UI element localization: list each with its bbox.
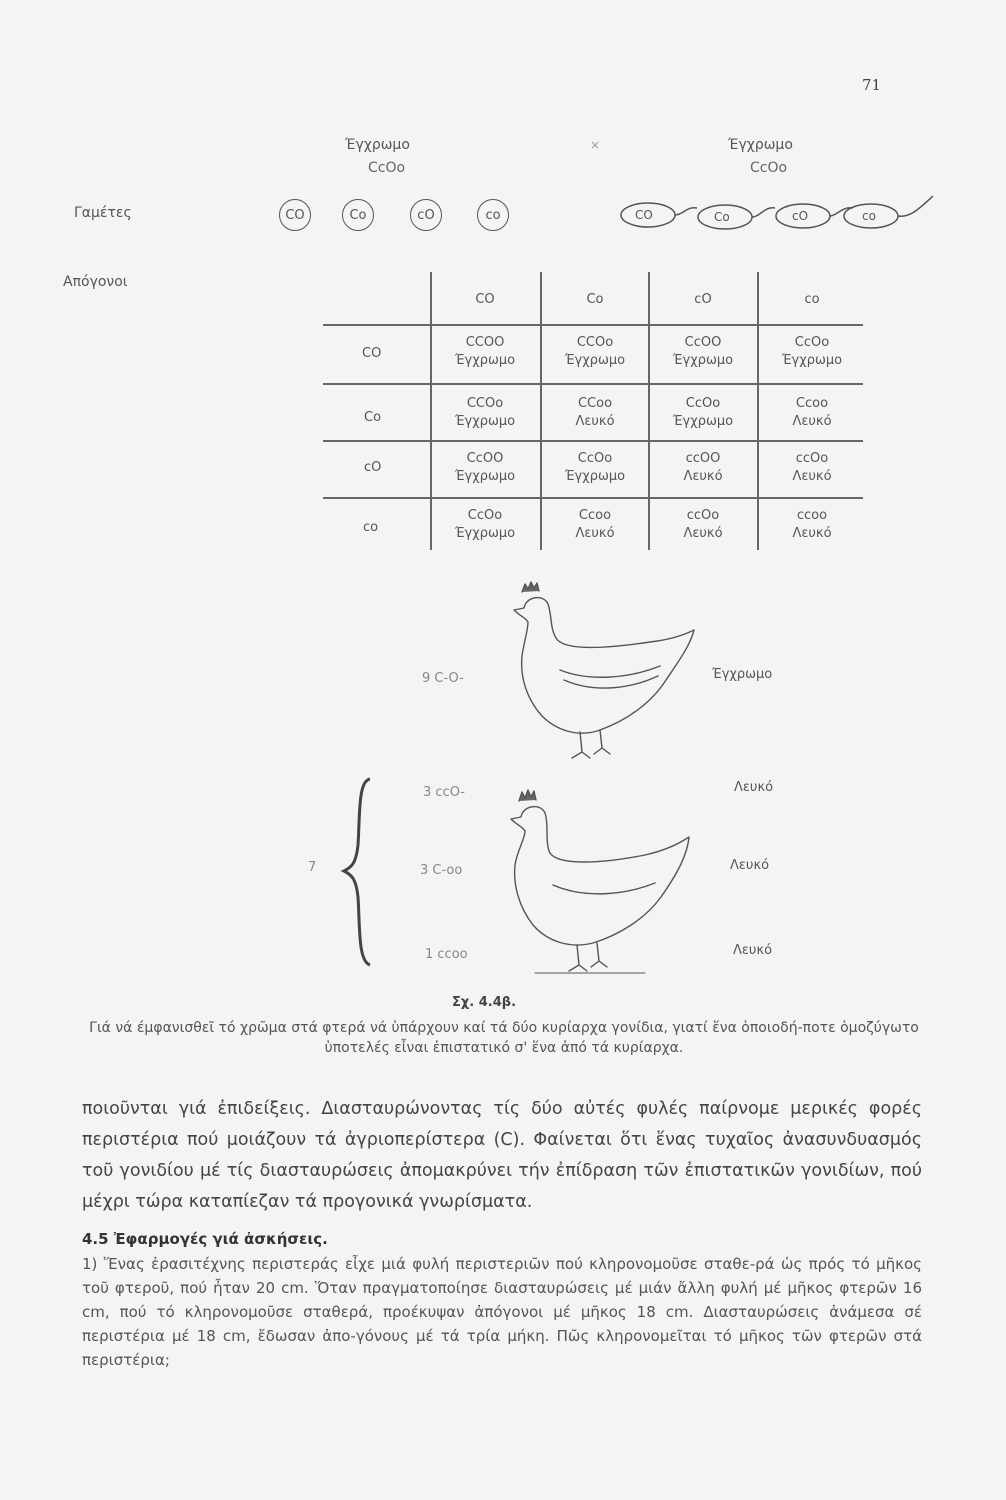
- cell-genotype: CcOo: [794, 335, 830, 350]
- punnett-col-header: co: [804, 292, 820, 307]
- punnett-cell: [757, 450, 867, 486]
- phenotype-white: Λευκό: [730, 858, 770, 873]
- punnett-row-header: co: [363, 520, 379, 535]
- parent-left-genotype: CcOo: [368, 160, 406, 176]
- hen-body: [511, 807, 689, 945]
- gamete-label: cO: [417, 207, 435, 223]
- parent-right-genotype: CcOo: [750, 160, 788, 176]
- cell-genotype: CCOo: [576, 335, 614, 350]
- cell-genotype: CCoo: [577, 396, 613, 411]
- cell-genotype: Ccoo: [578, 508, 612, 523]
- hen-leg: [569, 945, 587, 971]
- grid-line: [323, 383, 863, 385]
- cell-phenotype: Λευκό: [683, 526, 723, 541]
- punnett-cell: [430, 450, 540, 486]
- punnett-cell: [430, 507, 540, 543]
- offspring-label: Απόγονοι: [63, 274, 128, 290]
- chain-gamete-label: cO: [792, 209, 809, 223]
- grid-line: [323, 440, 863, 442]
- cell-genotype: ccOo: [686, 508, 720, 523]
- ratio-white: 3 C-oo: [420, 863, 463, 878]
- punnett-col-header: CO: [475, 292, 495, 307]
- cell-phenotype: Έγχρωμο: [672, 353, 734, 368]
- grid-line: [323, 324, 863, 326]
- cell-genotype: CCOO: [465, 335, 505, 350]
- hen-comb: [519, 790, 536, 801]
- cell-phenotype: Έγχρωμο: [564, 353, 626, 368]
- chain-gamete-label: CO: [635, 208, 653, 222]
- hen-wing: [564, 676, 658, 688]
- cell-genotype: ccoo: [796, 508, 828, 523]
- hen-wing: [560, 666, 660, 677]
- colored-hen-drawing: [500, 570, 710, 770]
- cell-phenotype: Λευκό: [575, 526, 615, 541]
- chain-gamete-label: co: [862, 209, 876, 223]
- hen-body: [514, 598, 694, 734]
- gamete-circle: [410, 199, 442, 231]
- grid-line: [323, 497, 863, 499]
- cell-phenotype: Λευκό: [683, 469, 723, 484]
- figure-caption: Γιά νά έμφανισθεῖ τό χρῶμα στά φτερά νά ὑπάρχουν καί τά δύο κυρίαρχα γονίδια, γιατί ἕνα ὁποιοδή-ποτε ὁμοζύγωτο ὑποτελές εἶναι ἐπιστατικό σ' ἕνα ἀπό τά κυρίαρχα.: [89, 1020, 919, 1056]
- punnett-row-header: CO: [362, 346, 382, 361]
- punnett-cell: [648, 450, 758, 486]
- punnett-cell: [648, 507, 758, 543]
- cell-phenotype: Έγχρωμο: [672, 414, 734, 429]
- cell-phenotype: Έγχρωμο: [564, 469, 626, 484]
- punnett-cell: [757, 507, 867, 543]
- hen-leg: [594, 730, 610, 754]
- phenotype-white: Λευκό: [734, 780, 774, 795]
- gamete-chain-drawing: [615, 188, 945, 238]
- punnett-cell: [540, 334, 650, 370]
- ratio-white: 1 ccoo: [425, 947, 468, 962]
- cell-genotype: CcOO: [684, 335, 722, 350]
- gamete-circle: [279, 199, 311, 231]
- punnett-row-header: cO: [364, 460, 382, 475]
- hen-comb: [522, 582, 539, 592]
- white-total: 7: [308, 860, 317, 875]
- hen-wing: [553, 883, 655, 894]
- cell-phenotype: Έγχρωμο: [454, 414, 516, 429]
- cell-phenotype: Έγχρωμο: [454, 469, 516, 484]
- punnett-col-header: cO: [694, 292, 712, 307]
- gamete-label: CO: [285, 207, 305, 223]
- punnett-cell: [757, 395, 867, 431]
- parent-left-phenotype: Έγχρωμο: [345, 137, 410, 153]
- gamete-tail: [752, 208, 775, 217]
- gamete-tail: [675, 208, 697, 215]
- phenotype-colored: Έγχρωμο: [712, 667, 773, 682]
- body-paragraph: ποιοῦνται γιά ἐπιδείξεις. Διασταυρώνοντας τίς δύο αὐτές φυλές παίρνομε μερικές φορές περιστέρια πού μοιάζουν τά ἀγριοπερίστερα (C). Φαίνεται ὅτι ἕνας τυχαῖος ἀνασυνδυασμός τοῦ γονιδίου μέ τίς διασταυρώσεις ἀπομακρύνει τήν ἐπίδραση τῶν ἐπιστατικῶν γονιδίων, πού μέχρι τώρα καταπίεζαν τά προγονικά γνωρίσματα.: [82, 1099, 922, 1212]
- gamete-label: co: [485, 207, 501, 223]
- hen-leg: [572, 732, 590, 758]
- cell-genotype: CcOo: [577, 451, 613, 466]
- exercise-text: 1) Ἕνας ἐρασιτέχνης περιστεράς εἶχε μιά φυλή περιστεριῶν πού κληρονομοῦσε σταθε-ρά ὡς πρός τό μῆκος τοῦ φτεροῦ, πού ἦταν 20 cm. Ὅταν πραγματοποίησε διασταυρώσεις μέ μιάν ἄλλη φυλή μέ μῆκος φτερῶν 16 cm, πού τό κληρονομοῦσε σταθερά, προέκυψαν ἀπόγονοι μέ μῆκος 18 cm. Διασταυρώσεις ἀνάμεσα σέ περιστέρια μέ 18 cm, ἔδωσαν ἀπο-γόνους μέ τά τρία μήκη. Πῶς κληρονομεῖται τό μῆκος τῶν φτερῶν στά περιστέρια;: [82, 1255, 922, 1369]
- cell-phenotype: Λευκό: [575, 414, 615, 429]
- ratio-colored: 9 C-O-: [422, 671, 464, 686]
- punnett-cell: [540, 395, 650, 431]
- chain-gamete-label: Co: [714, 210, 730, 224]
- hen-leg: [591, 943, 607, 967]
- punnett-cell: [648, 395, 758, 431]
- punnett-row-header: Co: [364, 410, 382, 425]
- brace-icon: [340, 775, 380, 970]
- cell-genotype: CCOo: [466, 396, 504, 411]
- cell-phenotype: Έγχρωμο: [454, 353, 516, 368]
- punnett-cell: [757, 334, 867, 370]
- gamete-tail: [898, 196, 933, 216]
- cell-genotype: Ccoo: [795, 396, 829, 411]
- cell-genotype: ccOO: [685, 451, 721, 466]
- cell-genotype: CcOo: [685, 396, 721, 411]
- figure-title: Σχ. 4.4β.: [452, 995, 517, 1010]
- parent-right-phenotype: Έγχρωμο: [728, 137, 793, 153]
- gamete-circle: [477, 199, 509, 231]
- cell-phenotype: Λευκό: [792, 526, 832, 541]
- punnett-cell: [540, 507, 650, 543]
- page-number: 71: [862, 76, 882, 94]
- section-heading: 4.5 Ἐφαρμογές γιά ἀσκήσεις.: [82, 1230, 328, 1248]
- gametes-label: Γαμέτες: [74, 205, 132, 221]
- cell-phenotype: Λευκό: [792, 469, 832, 484]
- gamete-label: Co: [349, 207, 367, 223]
- cell-phenotype: Λευκό: [792, 414, 832, 429]
- phenotype-white: Λευκό: [733, 943, 773, 958]
- cell-phenotype: Έγχρωμο: [781, 353, 843, 368]
- cell-phenotype: Έγχρωμο: [454, 526, 516, 541]
- punnett-cell: [430, 395, 540, 431]
- punnett-cell: [540, 450, 650, 486]
- punnett-cell: [430, 334, 540, 370]
- ratio-white: 3 ccO-: [423, 785, 465, 800]
- gamete-circle: [342, 199, 374, 231]
- punnett-cell: [648, 334, 758, 370]
- punnett-col-header: Co: [586, 292, 604, 307]
- cross-symbol: ×: [590, 138, 601, 152]
- cell-genotype: CcOO: [466, 451, 504, 466]
- cell-genotype: CcOo: [467, 508, 503, 523]
- cell-genotype: ccOo: [795, 451, 829, 466]
- white-hen-drawing: [495, 775, 705, 980]
